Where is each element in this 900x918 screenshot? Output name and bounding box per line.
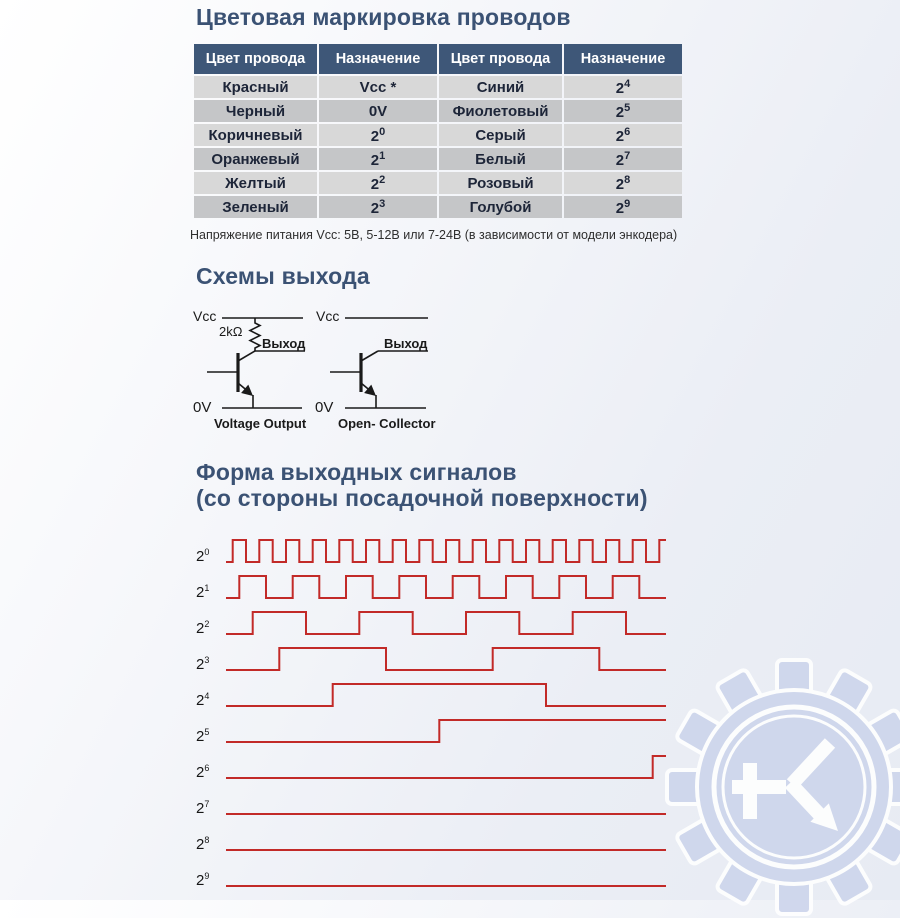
wire-color-table	[192, 42, 684, 220]
table-cell: $2^6$	[564, 124, 682, 146]
table-cell: $2^7$	[564, 148, 682, 170]
waveform-trace	[226, 756, 666, 778]
table-cell: Синий	[439, 76, 562, 98]
waveform-trace	[226, 684, 666, 706]
table-header-cell: Назначение	[319, 44, 437, 74]
waveform-trace	[226, 576, 666, 598]
table-row	[194, 100, 682, 122]
open-collector-circuit-diagram	[315, 308, 436, 431]
npn-transistor-icon	[330, 351, 378, 396]
table-cell: Vcc *	[319, 76, 437, 98]
table-cell: $2^1$	[319, 148, 437, 170]
waveform-trace	[226, 648, 666, 670]
table-cell: 0V	[319, 100, 437, 122]
waveforms-title: Форма выходных сигналов	[196, 459, 517, 485]
vcc-label: Vcc	[316, 308, 340, 324]
circuit-caption: Open- Collector	[338, 416, 436, 431]
table-cell: Серый	[439, 124, 562, 146]
waveform-svg	[226, 534, 666, 894]
table-cell: $2^9$	[564, 196, 682, 218]
table-cell: $2^3$	[319, 196, 437, 218]
resistor-icon	[250, 318, 260, 351]
output-label: Выход	[262, 336, 306, 351]
waveform-label: $2^7$	[196, 799, 210, 817]
wire-table-title: Цветовая маркировка проводов	[196, 4, 571, 30]
table-header-row	[194, 44, 682, 74]
table-row	[194, 172, 682, 194]
table-header-cell: Назначение	[564, 44, 682, 74]
waveform-label: $2^2$	[196, 619, 210, 637]
table-header-cell: Цвет провода	[194, 44, 317, 74]
waveform-trace	[226, 540, 666, 562]
table-cell: $2^0$	[319, 124, 437, 146]
table-cell: Красный	[194, 76, 317, 98]
table-cell: Голубой	[439, 196, 562, 218]
wire-table-body	[194, 76, 682, 218]
table-cell: Фиолетовый	[439, 100, 562, 122]
waveform-label: $2^3$	[196, 655, 210, 673]
table-cell: Оранжевый	[194, 148, 317, 170]
supply-voltage-note: Напряжение питания Vcc: 5В, 5-12В или 7-24В (в зависимости от модели энкодера)	[190, 228, 678, 242]
table-cell: Коричневый	[194, 124, 317, 146]
table-row	[194, 196, 682, 218]
waveforms-subtitle: (со стороны посадочной поверхности)	[196, 485, 648, 511]
waveform-label: $2^5$	[196, 727, 210, 745]
circuit-caption: Voltage Output	[214, 416, 307, 431]
waveform-label: $2^1$	[196, 583, 210, 601]
table-cell: Розовый	[439, 172, 562, 194]
table-cell: Зеленый	[194, 196, 317, 218]
table-cell: $2^8$	[564, 172, 682, 194]
table-cell: $2^5$	[564, 100, 682, 122]
table-row	[194, 148, 682, 170]
waveform-label: $2^4$	[196, 691, 210, 709]
table-cell: Белый	[439, 148, 562, 170]
table-row	[194, 124, 682, 146]
table-cell: Желтый	[194, 172, 317, 194]
table-row	[194, 76, 682, 98]
table-header-cell: Цвет провода	[439, 44, 562, 74]
waveform-trace	[226, 612, 666, 634]
table-cell: $2^2$	[319, 172, 437, 194]
output-label: Выход	[384, 336, 428, 351]
output-circuits-title: Схемы выхода	[196, 263, 370, 289]
waveform-label: $2^8$	[196, 835, 210, 853]
gear-with-k-arrow-logo-icon	[663, 656, 900, 918]
vcc-label: Vcc	[193, 308, 217, 324]
gnd-label: 0V	[193, 399, 212, 416]
resistor-value-label: 2kΩ	[219, 324, 243, 339]
gnd-label: 0V	[315, 399, 334, 416]
waveform-trace	[226, 720, 666, 742]
waveform-label: $2^6$	[196, 763, 210, 781]
table-cell: Черный	[194, 100, 317, 122]
waveform-label: $2^0$	[196, 547, 210, 565]
waveform-label: $2^9$	[196, 871, 210, 889]
table-cell: $2^4$	[564, 76, 682, 98]
